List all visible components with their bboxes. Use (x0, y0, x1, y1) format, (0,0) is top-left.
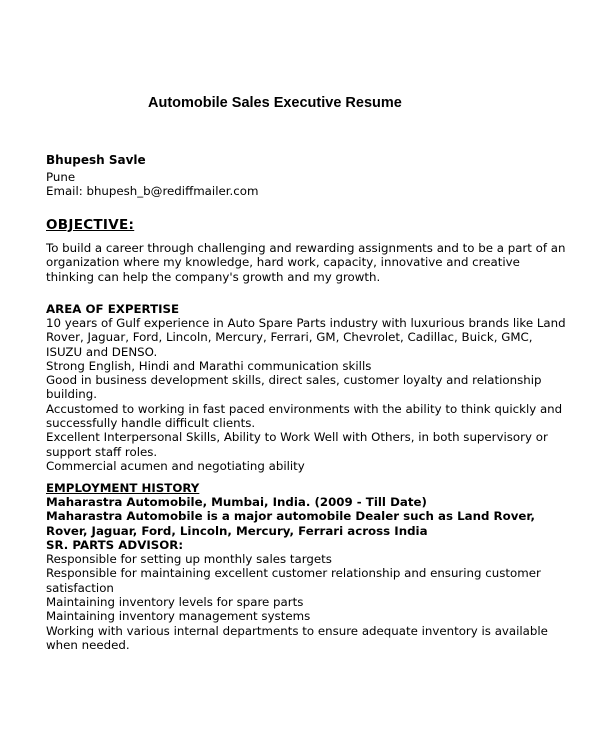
expertise-line: Good in business development skills, direct sales, customer loyalty and relationship (46, 373, 542, 388)
responsibility-line: Maintaining inventory levels for spare parts (46, 595, 304, 610)
expertise-line: Rover, Jaguar, Ford, Lincoln, Mercury, Ferrari, GM, Chevrolet, Cadillac, Buick, GMC, (46, 330, 533, 345)
objective-heading: OBJECTIVE: (46, 217, 135, 233)
responsibility-line: satisfaction (46, 580, 114, 595)
company-description-line: Maharastra Automobile is a major automobile Dealer such as Land Rover, (46, 509, 535, 524)
objective-line: organization where my knowledge, hard work, capacity, innovative and creative (46, 255, 520, 270)
expertise-line: Strong English, Hindi and Marathi communication skills (46, 358, 372, 373)
expertise-line: Commercial acumen and negotiating ability (46, 458, 305, 473)
expertise-line: building. (46, 387, 98, 402)
responsibility-line: Working with various internal departments to ensure adequate inventory is available (46, 623, 548, 638)
objective-line: thinking can help the company's growth and my growth. (46, 269, 381, 284)
document-title: Automobile Sales Executive Resume (148, 95, 402, 111)
employment-details (46, 495, 566, 652)
company-line: Maharastra Automobile, Mumbai, India. (2009 - Till Date) (46, 495, 427, 509)
responsibility-line: Responsible for setting up monthly sales targets (46, 552, 332, 567)
objective-line: To build a career through challenging and rewarding assignments and to be a part of an (46, 241, 566, 255)
responsibility-line: Maintaining inventory management systems (46, 609, 311, 624)
expertise-line: successfully handle difficult clients. (46, 416, 256, 431)
candidate-name: Bhupesh Savle (46, 153, 146, 167)
responsibility-line: when needed. (46, 637, 130, 652)
candidate-email: Email: bhupesh_b@rediffmailer.com (46, 184, 259, 199)
expertise-line: Accustomed to working in fast paced environments with the ability to think quickly and (46, 401, 563, 416)
expertise-heading: AREA OF EXPERTISE (46, 302, 180, 316)
employment-heading: EMPLOYMENT HISTORY (46, 481, 200, 495)
candidate-city: Pune (46, 170, 76, 184)
responsibility-line: Responsible for maintaining excellent customer relationship and ensuring customer (46, 566, 541, 581)
company-description-line: Rover, Jaguar, Ford, Lincoln, Mercury, Ferrari across India (46, 523, 428, 538)
expertise-line: ISUZU and DENSO. (46, 344, 158, 359)
job-role: SR. PARTS ADVISOR: (46, 537, 184, 552)
expertise-list (46, 316, 566, 473)
expertise-line: support staff roles. (46, 444, 158, 459)
expertise-line: 10 years of Gulf experience in Auto Spare Parts industry with luxurious brands like Land (46, 316, 566, 330)
objective-text (46, 241, 566, 284)
expertise-line: Excellent Interpersonal Skills, Ability to Work Well with Others, in both supervisory or (46, 430, 548, 445)
contact-info (46, 170, 566, 199)
